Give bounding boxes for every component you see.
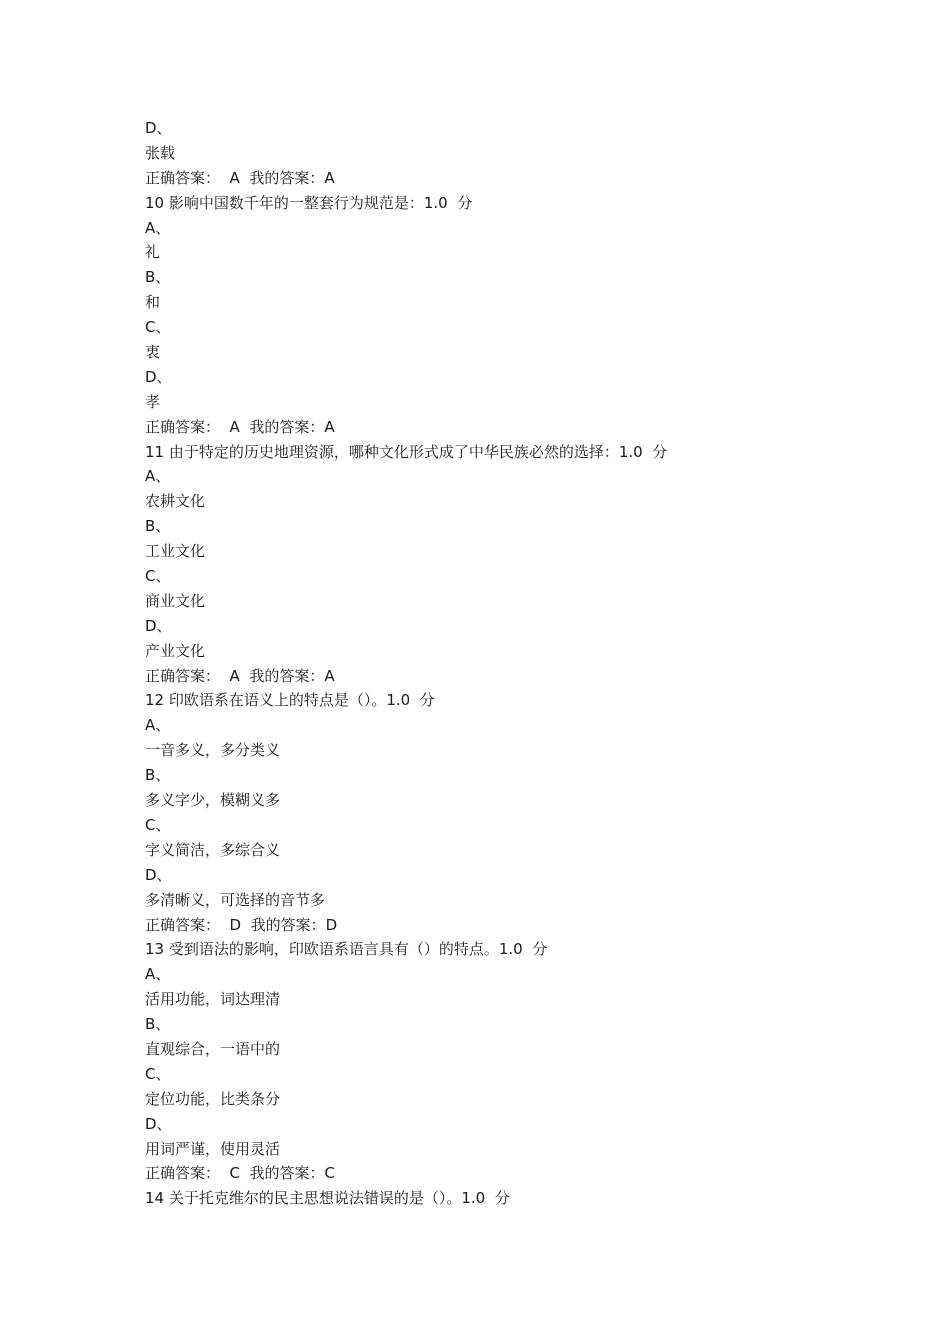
option-text: 一音多义，多分类义 — [145, 741, 281, 760]
option-label-b: B、 — [145, 766, 171, 785]
document-page — [145, 116, 845, 1211]
option-text: 商业文化 — [145, 591, 206, 610]
option-label-d: D、 — [145, 367, 172, 386]
option-text: 礼 — [145, 243, 161, 262]
question-10: 10 影响中国数千年的一整套行为规范是：1.0 分 — [145, 193, 473, 212]
option-text: 用词严谨，使用灵活 — [145, 1139, 281, 1158]
option-label-d: D、 — [145, 865, 172, 884]
answer-line: 正确答案： D 我的答案：D — [145, 915, 338, 934]
question-11: 11 由于特定的历史地理资源，哪种文化形式成了中华民族必然的选择：1.0 分 — [145, 442, 668, 461]
option-label-c: C、 — [145, 318, 171, 337]
option-text: 多清晰义，可选择的音节多 — [145, 890, 326, 909]
answer-line: 正确答案： A 我的答案：A — [145, 417, 335, 436]
option-text: 张载 — [145, 143, 176, 162]
option-text: 衷 — [145, 343, 161, 362]
option-text: 直观综合，一语中的 — [145, 1039, 281, 1058]
option-text: 和 — [145, 293, 161, 312]
option-text: 字义简洁，多综合义 — [145, 840, 281, 859]
option-label-d: D、 — [145, 616, 172, 635]
answer-line: 正确答案： A 我的答案：A — [145, 168, 335, 187]
option-label-c: C、 — [145, 1064, 171, 1083]
option-text: 农耕文化 — [145, 492, 206, 511]
question-13: 13 受到语法的影响，印欧语系语言具有（）的特点。1.0 分 — [145, 940, 548, 959]
option-label-c: C、 — [145, 567, 171, 586]
option-text: 孝 — [145, 392, 161, 411]
question-14: 14 关于托克维尔的民主思想说法错误的是（）。1.0 分 — [145, 1189, 510, 1208]
option-label-b: B、 — [145, 517, 171, 536]
question-12: 12 印欧语系在语义上的特点是（）。1.0 分 — [145, 691, 435, 710]
option-text: 多义字少，模糊义多 — [145, 791, 281, 810]
option-label-a: A、 — [145, 218, 171, 237]
option-label-a: A、 — [145, 716, 171, 735]
option-text: 活用功能，词达理清 — [145, 990, 281, 1009]
option-label-b: B、 — [145, 268, 171, 287]
option-label-d: D、 — [145, 1114, 172, 1133]
option-label-d: D、 — [145, 119, 172, 137]
option-text: 定位功能，比类条分 — [145, 1089, 281, 1108]
option-label-a: A、 — [145, 467, 171, 486]
answer-line: 正确答案： C 我的答案：C — [145, 1164, 336, 1183]
answer-line: 正确答案： A 我的答案：A — [145, 666, 335, 685]
option-text: 工业文化 — [145, 542, 206, 561]
option-label-c: C、 — [145, 815, 171, 834]
option-label-a: A、 — [145, 965, 171, 984]
option-label-b: B、 — [145, 1015, 171, 1034]
option-text: 产业文化 — [145, 641, 206, 660]
